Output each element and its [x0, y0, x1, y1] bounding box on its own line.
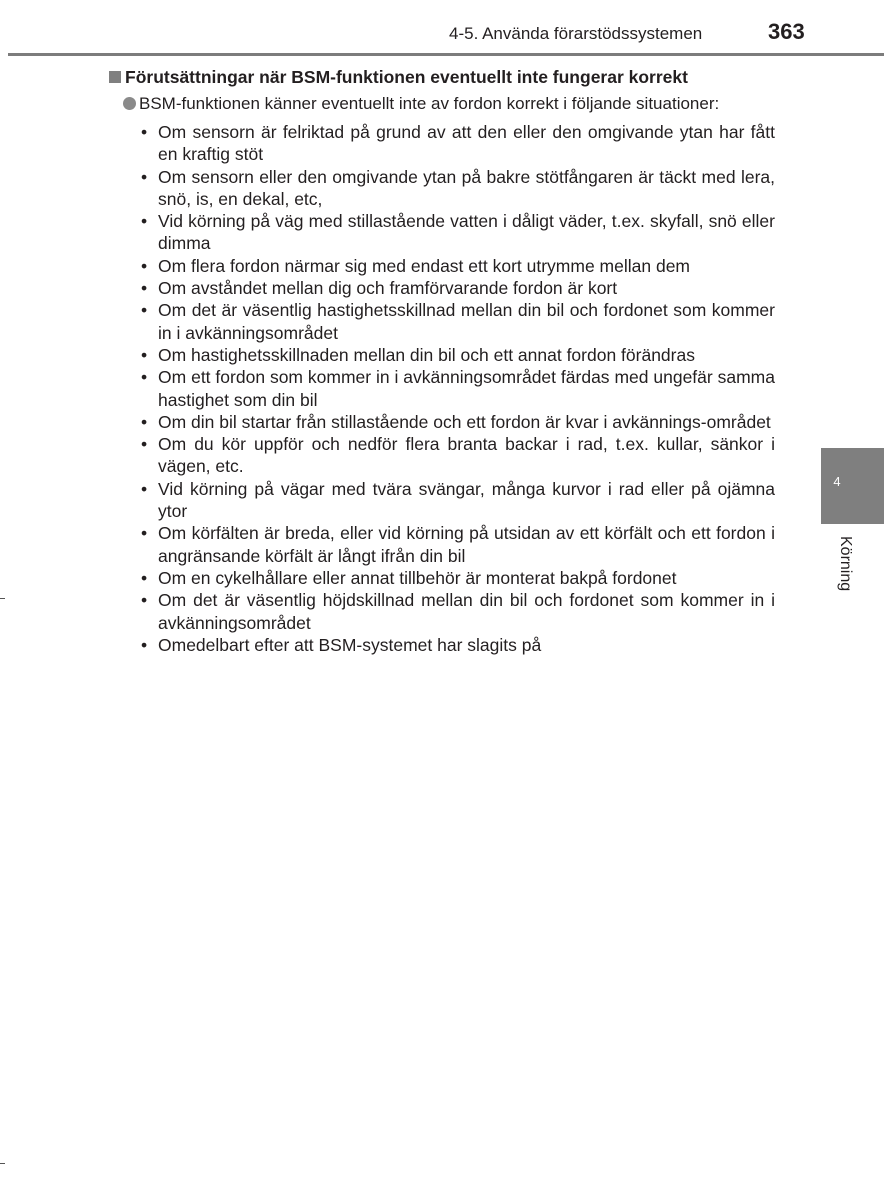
chapter-number: 4	[833, 474, 841, 489]
list-item: • Om det är väsentlig höjdskillnad mellan din bil och fordonet som kommer in i avkänningsområdet	[141, 589, 775, 634]
intro-line	[123, 94, 803, 114]
list-item: • Omedelbart efter att BSM-systemet har slagits på	[141, 634, 775, 656]
list-item: • Om sensorn är felriktad på grund av att den eller den omgivande ytan har fått en kraftig stöt	[141, 121, 775, 166]
list-item: • Om det är väsentlig hastighetsskillnad mellan din bil och fordonet som kommer in i avkänningsområdet	[141, 299, 775, 344]
chapter-tab	[821, 448, 884, 524]
list-item: • Om en cykelhållare eller annat tillbehör är monterat bakpå fordonet	[141, 567, 775, 589]
list-item: • Om din bil startar från stillastående och ett fordon är kvar i avkännings-området	[141, 411, 775, 433]
list-item: • Om körfälten är breda, eller vid körning på utsidan av ett körfält och ett fordon i angränsande körfält är långt ifrån din bil	[141, 522, 775, 567]
section-heading	[109, 67, 789, 88]
list-item: • Om hastighetsskillnaden mellan din bil och ett annat fordon förändras	[141, 344, 775, 366]
list-item: • Om ett fordon som kommer in i avkänningsområdet färdas med ungefär samma hastighet som din bil	[141, 366, 775, 411]
section-heading-text: Förutsättningar när BSM-funktionen eventuellt inte fungerar korrekt	[125, 67, 688, 87]
list-item: • Om avståndet mellan dig och framförvarande fordon är kort	[141, 277, 775, 299]
intro-text: BSM-funktionen känner eventuellt inte av fordon korrekt i följande situationer:	[139, 94, 720, 113]
header-divider	[8, 53, 884, 56]
crop-mark	[0, 1163, 5, 1164]
list-item: • Vid körning på vägar med tvära svängar, många kurvor i rad eller på ojämna ytor	[141, 478, 775, 523]
chapter-label: Körning	[837, 536, 854, 592]
list-item: • Vid körning på väg med stillastående vatten i dåligt väder, t.ex. skyfall, snö eller dimma	[141, 210, 775, 255]
list-item: • Om flera fordon närmar sig med endast ett kort utrymme mellan dem	[141, 255, 775, 277]
crop-mark	[0, 598, 5, 599]
list-item: • Om du kör uppför och nedför flera branta backar i rad, t.ex. kullar, sänkor i vägen, etc.	[141, 433, 775, 478]
page-number: 363	[768, 19, 805, 44]
condition-list	[141, 121, 775, 656]
list-item: • Om sensorn eller den omgivande ytan på bakre stötfångaren är täckt med lera, snö, is, en dekal, etc,	[141, 166, 775, 211]
section-title: 4-5. Använda förarstödssystemen	[449, 24, 703, 43]
square-bullet-icon	[109, 71, 121, 83]
circle-bullet-icon	[123, 97, 136, 110]
